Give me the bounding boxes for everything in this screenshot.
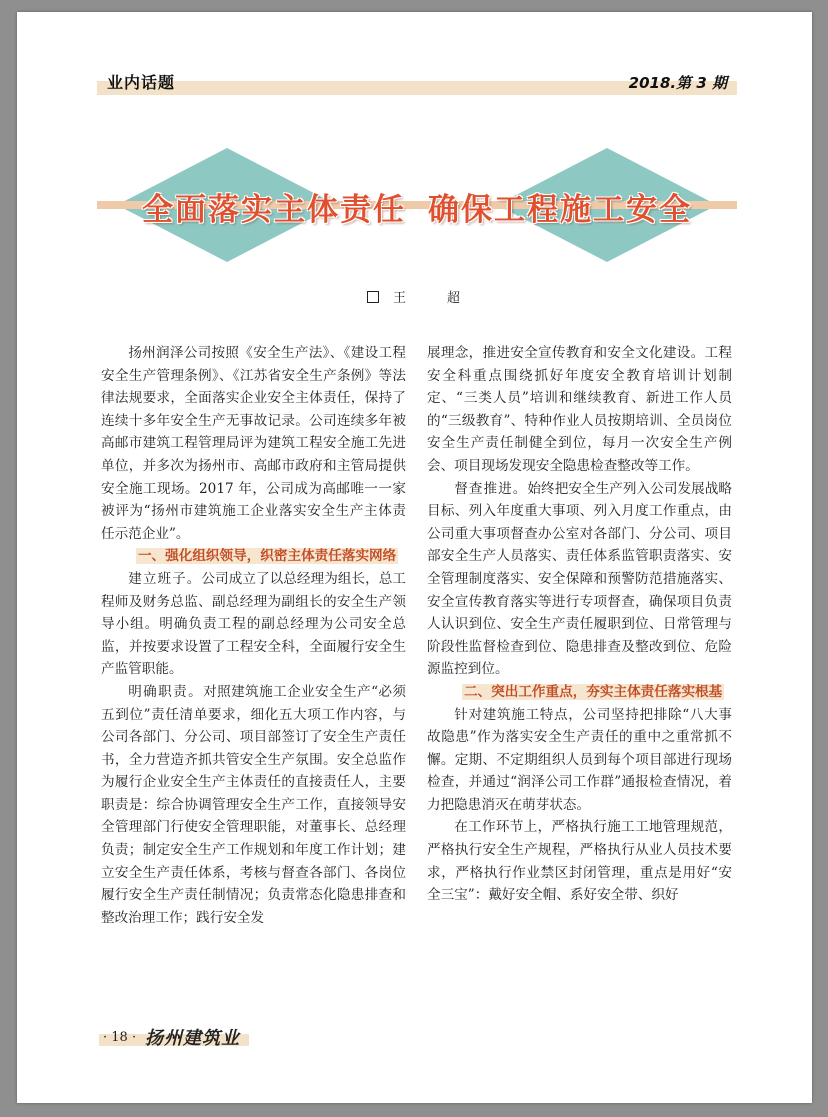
paragraph-continued: 展理念，推进安全宣传教育和安全文化建设。工程安全科重点围绕抓好年度安全教育培训计划制定、“三类人员”培训和继续教育、新进工作人员的“三级教育”、特种作业人员按期培训、全员岗位安全生产责任制健全到位，每月一次安全生产例会、项目现场发现安全隐患检查整改等工作。 xyxy=(427,345,732,474)
paragraph-text: 始终把安全生产列入公司发展战略目标、列入年度重大事项、列入月度工作重点，由公司重大事项督查办公室对各部门、分公司、项目部安全生产人员落实、责任体系监管职责落实、安全管理制度落实、安全保障和预警防范措施落实、安全宣传教育落实等进行专项督查，确保项目负责人认识到位、安全生产责任履职到位、日常管理与阶段性监督检查到位、隐患排查及整改到位、危险源监控到位。 xyxy=(427,480,733,678)
section-heading-1-text: 一、强化组织领导，织密主体责任落实网络 xyxy=(137,548,397,565)
column-left xyxy=(101,342,406,929)
paragraph-lead: 督查推进。 xyxy=(454,480,528,497)
paragraph-lead: 建立班子。 xyxy=(128,570,202,587)
column-right xyxy=(427,342,732,907)
paragraph xyxy=(101,568,406,681)
article-title-part1: 全面落实主体责任 xyxy=(142,192,406,228)
section-heading-1 xyxy=(101,545,406,568)
byline xyxy=(367,287,474,306)
magazine-page xyxy=(17,12,812,1103)
paragraph: 在工作环节上，严格执行施工工地管理规范，严格执行安全生产规程，严格执行从业人员技术要求，严格执行作业禁区封闭管理，重点是用好“安全三宝”：戴好安全帽、系好安全带、织好 xyxy=(427,819,732,904)
article-title-part2: 确保工程施工安全 xyxy=(428,192,692,228)
paragraph-text: 对照建筑施工企业安全生产“必须五到位”责任清单要求，细化五大项工作内容，与公司各部门、分公司、项目部签订了安全生产责任书，全力营造齐抓共管安全生产氛围。安全总监作为履行企业安全生产主体责任的直接责任人，主要职责是：综合协调管理安全生产工作，直接领导安全管理部门行使安全管理职能，对董事长、总经理负责；制定安全生产工作规划和年度工作计划；建立安全生产责任体系，考核与督查各部门、各岗位履行安全生产责任制情况；负责常态化隐患排查和整改治理工作；践行安全发 xyxy=(101,683,407,926)
article-title xyxy=(97,184,737,229)
paragraph-lead: 明确职责。 xyxy=(128,683,204,700)
paragraph xyxy=(427,478,732,681)
author-name: 王 超 xyxy=(393,291,475,306)
journal-logo: 扬州建筑业 xyxy=(145,1028,240,1049)
author-box-icon xyxy=(367,291,379,303)
paragraph: 扬州润泽公司按照《安全生产法》、《建设工程安全生产管理条例》、《江苏省安全生产条例》等法律法规要求，全面落实企业安全主体责任，保持了连续十多年安全生产无事故记录。公司连续多年被高邮市建筑工程管理局评为建筑工程安全施工先进单位，并多次为扬州市、高邮市政府和主管局提供安全施工现场。2017 年，公司成为高邮唯一一家被评为“扬州市建筑施工企业落实安全生产主体责任示范企业”。 xyxy=(101,345,406,542)
section-heading-2-text: 二、突出工作重点，夯实主体责任落实根基 xyxy=(463,683,723,700)
paragraph-text: 公司成立了以总经理为组长，总工程师及财务总监、副总经理为副组长的安全生产领导小组。明确负责工程的副总经理为公司安全总监，并按要求设置了工程安全科，全面履行安全生产监管职能。 xyxy=(101,570,407,678)
page-number: · 18 · xyxy=(103,1030,137,1045)
section-label: 业内话题 xyxy=(107,73,176,92)
paragraph: 针对建筑施工特点，公司坚持把排除“八大事故隐患”作为落实安全生产责任的重中之重常抓不懈。定期、不定期组织人员到每个项目部进行现场检查，并通过“润泽公司工作群”通报检查情况，着力把隐患消灭在萌芽状态。 xyxy=(427,706,732,813)
issue-label: 2018.第 3 期 xyxy=(628,74,727,92)
section-heading-2 xyxy=(427,681,732,704)
paragraph xyxy=(101,681,406,930)
